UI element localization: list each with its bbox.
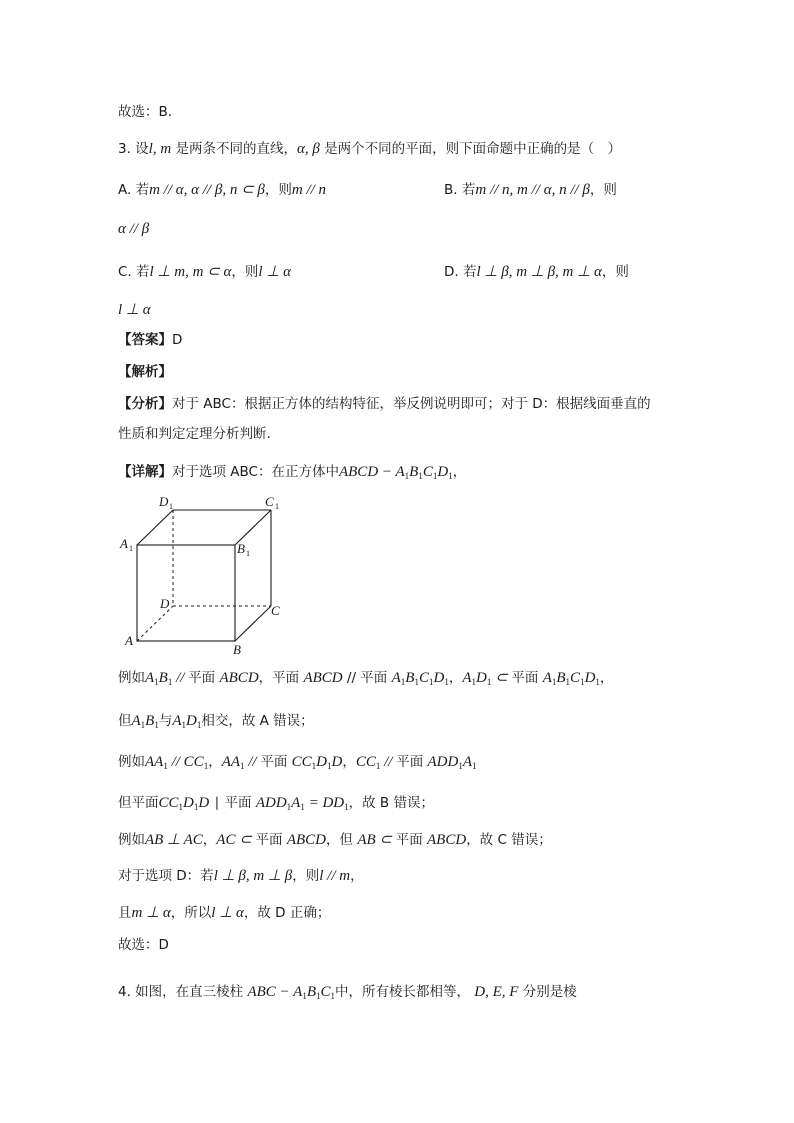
example-3-line: 例如AB ⊥ AC，AC ⊂ 平面 ABCD，但 AB ⊂ 平面 ABCD，故 C 错误； [118, 832, 552, 848]
xiangjie-line: 【详解】对于选项 ABC：在正方体中ABCD − $A_1B_1C_1D_1$， [118, 464, 467, 481]
hidden-edge-a-d [137, 606, 173, 641]
ex1-math: $A_1B_1$ // [145, 670, 189, 687]
option-d-reasoning-1: 对于选项 D：若l ⊥ β, m ⊥ β，则l // m， [118, 868, 364, 884]
ex1-prefix: 例如 [118, 670, 145, 686]
question-4-stem: 4. 如图，在直三棱柱 ABC − $A_1B_1C_1$中，所有棱长都相等， D, E, F 分别是棱 [118, 984, 577, 1001]
svg-text:1: 1 [169, 502, 173, 511]
option-b-then: ，则 [589, 182, 617, 198]
fenxi-tag: 【分析】 [118, 396, 172, 412]
fenxi-line-2: 性质和判定定理分析判断. [118, 426, 271, 442]
fenxi-line-1 [118, 394, 651, 414]
xiangjie-text: 对于选项 ABC：在正方体中 [172, 464, 339, 480]
xiangjie-tag: 【详解】 [118, 464, 172, 480]
fenxi-text-1: 对于 ABC：根据正方体的结构特征，举反例说明即可；对于 D：根据线面垂直的 [172, 396, 651, 412]
edge-a1-d1 [137, 510, 173, 545]
example-1-line-1: 例如$A_1B_1$ // 平面 ABCD，平面 ABCD // 平面 $A_1B_1C_1D_1$，$A_1D_1$ ⊂ 平面 $A_1B_1C_1D_1$， [118, 670, 614, 687]
label-a: A [125, 633, 133, 648]
svg-text:1: 1 [129, 544, 133, 553]
option-d [444, 262, 629, 282]
q3-lines-symbol: l, m [148, 141, 172, 157]
q4-tail: 分别是棱 [522, 984, 577, 1000]
example-1-line-2: 但$A_1B_1$与$A_1D_1$相交，故 A 错误； [118, 713, 314, 730]
answer-value: D [172, 332, 183, 348]
ex3-prefix: 例如 [118, 832, 145, 848]
previous-answer: 故选：B． [118, 104, 182, 120]
option-b-condition: m // n, m // α, n // β [475, 182, 590, 198]
answer-tag: 【答案】 [118, 332, 172, 348]
ex1b-prefix: 但 [118, 713, 132, 729]
q3-planes-symbol: α, β [296, 141, 320, 157]
option-a-label: A. 若 [118, 182, 150, 198]
edge-b-c [235, 606, 271, 641]
option-b-label: B. 若 [444, 182, 476, 198]
label-a1: A [120, 536, 128, 551]
option-d-reasoning-2: 且m ⊥ α，所以l ⊥ α，故 D 正确； [118, 905, 331, 921]
ex2-prefix: 例如 [118, 754, 145, 770]
option-d-condition: l ⊥ β, m ⊥ β, m ⊥ α [476, 264, 602, 280]
svg-text:1: 1 [246, 549, 250, 558]
label-d1: D [159, 494, 169, 509]
option-b [444, 180, 617, 200]
label-b: B [233, 642, 241, 657]
option-a-condition: m // α, α // β, n ⊂ β [149, 182, 265, 198]
cube-figure [118, 490, 298, 660]
label-c: C [271, 603, 280, 618]
option-c-condition: l ⊥ m, m ⊂ α [149, 264, 232, 280]
edge-b1-c1 [235, 510, 271, 545]
ex2b-prefix: 但平面 [118, 795, 159, 811]
question-3-stem [118, 139, 621, 159]
label-c1: C [265, 494, 274, 509]
q4-text: 中，所有棱长都相等， [335, 984, 470, 1000]
label-d: D [160, 596, 170, 611]
option-c-conclusion: l ⊥ α [258, 264, 291, 280]
d1-prefix: 对于选项 D：若 [118, 868, 214, 884]
option-c-label: C. 若 [118, 264, 150, 280]
example-2-line-1: 例如$AA_1 // CC_1$，$AA_1$ // 平面 $CC_1D_1D$，$CC_1$ // 平面 $ADD_1A_1$ [118, 754, 477, 771]
option-b-conclusion: α // β [118, 221, 150, 237]
option-d-label: D. 若 [444, 264, 477, 280]
answer-line [118, 330, 182, 350]
cube-name: ABCD − $A_1B_1C_1D_1$ [338, 464, 453, 481]
label-b1: B [237, 541, 245, 556]
q4-prefix: 4. 如图，在直三棱柱 [118, 984, 244, 1000]
option-c-then: ，则 [231, 264, 259, 280]
option-d-conclusion: l ⊥ α [118, 302, 151, 318]
option-d-conclusion-line [118, 300, 151, 320]
example-2-line-2: 但平面$CC_1D_1D$ ∣ 平面 $ADD_1A_1 = DD_1$，故 B 错误； [118, 795, 434, 812]
q3-text-1: 是两条不同的直线， [171, 141, 297, 157]
q3-text-2: 是两个不同的平面，则下面命题中正确的是（ ） [319, 141, 622, 157]
option-a [118, 180, 326, 200]
option-b-conclusion-line [118, 219, 149, 239]
option-c [118, 262, 291, 282]
option-d-then: ，则 [601, 264, 629, 280]
option-a-then: ，则 [264, 182, 292, 198]
q3-prefix: 3. 设 [118, 141, 149, 157]
svg-text:1: 1 [275, 502, 279, 511]
d2-prefix: 且 [118, 905, 132, 921]
analysis-tag: 【解析】 [118, 364, 172, 380]
option-a-conclusion: m // n [291, 182, 327, 198]
final-answer: 故选：D [118, 937, 169, 953]
